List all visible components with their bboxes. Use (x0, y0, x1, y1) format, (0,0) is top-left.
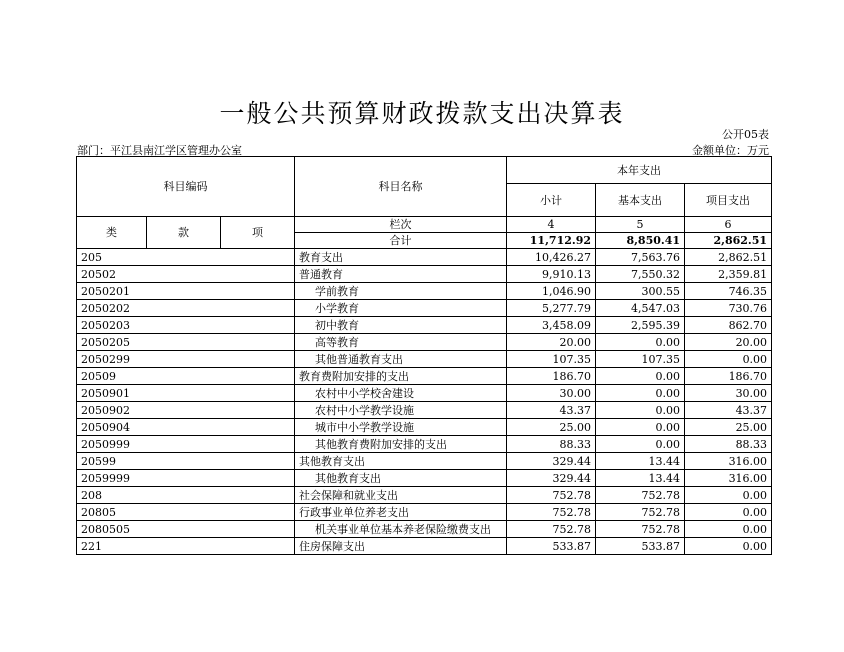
row-name: 教育费附加安排的支出 (295, 368, 507, 385)
row-subtotal: 533.87 (507, 538, 596, 555)
row-basic: 0.00 (596, 385, 685, 402)
row-name: 其他教育支出 (295, 453, 507, 470)
row-project: 2,359.81 (685, 266, 772, 283)
header-column-no: 栏次 (295, 217, 507, 233)
row-code: 2050201 (77, 283, 295, 300)
table-row (77, 283, 772, 300)
row-code: 221 (77, 538, 295, 555)
row-subtotal: 43.37 (507, 402, 596, 419)
table-row (77, 334, 772, 351)
row-name: 社会保障和就业支出 (295, 487, 507, 504)
total-label: 合计 (295, 233, 507, 249)
department-label: 部门：平江县南江学区管理办公室 (77, 144, 242, 157)
row-basic: 0.00 (596, 436, 685, 453)
row-basic: 0.00 (596, 419, 685, 436)
row-basic: 0.00 (596, 334, 685, 351)
row-basic: 752.78 (596, 521, 685, 538)
table-row (77, 521, 772, 538)
row-subtotal: 5,277.79 (507, 300, 596, 317)
row-subtotal: 3,458.09 (507, 317, 596, 334)
row-project: 0.00 (685, 351, 772, 368)
table-row (77, 504, 772, 521)
row-basic: 13.44 (596, 453, 685, 470)
table-row (77, 487, 772, 504)
table-row (77, 419, 772, 436)
row-code: 2050299 (77, 351, 295, 368)
row-name: 学前教育 (295, 283, 507, 300)
row-subtotal: 9,910.13 (507, 266, 596, 283)
row-name: 高等教育 (295, 334, 507, 351)
row-subtotal: 752.78 (507, 487, 596, 504)
row-code: 20502 (77, 266, 295, 283)
row-project: 0.00 (685, 538, 772, 555)
row-project: 186.70 (685, 368, 772, 385)
row-project: 862.70 (685, 317, 772, 334)
row-name: 城市中小学教学设施 (295, 419, 507, 436)
row-code: 20599 (77, 453, 295, 470)
row-subtotal: 20.00 (507, 334, 596, 351)
unit-label: 金额单位：万元 (692, 144, 769, 157)
row-basic: 0.00 (596, 402, 685, 419)
row-basic: 4,547.03 (596, 300, 685, 317)
row-project: 730.76 (685, 300, 772, 317)
row-code: 2080505 (77, 521, 295, 538)
row-subtotal: 107.35 (507, 351, 596, 368)
header-current-year: 本年支出 (507, 157, 772, 184)
row-name: 其他教育费附加安排的支出 (295, 436, 507, 453)
row-name: 初中教育 (295, 317, 507, 334)
row-code: 2050202 (77, 300, 295, 317)
row-name: 行政事业单位养老支出 (295, 504, 507, 521)
row-project: 0.00 (685, 487, 772, 504)
column-no-4: 4 (507, 217, 596, 233)
row-subtotal: 10,426.27 (507, 249, 596, 266)
table-row (77, 538, 772, 555)
row-name: 其他教育支出 (295, 470, 507, 487)
row-project: 43.37 (685, 402, 772, 419)
row-code: 205 (77, 249, 295, 266)
table-row (77, 368, 772, 385)
column-no-6: 6 (685, 217, 772, 233)
header-project: 项目支出 (685, 184, 772, 217)
row-project: 316.00 (685, 453, 772, 470)
row-basic: 533.87 (596, 538, 685, 555)
table-row (77, 470, 772, 487)
row-subtotal: 752.78 (507, 521, 596, 538)
row-code: 20805 (77, 504, 295, 521)
row-name: 农村中小学教学设施 (295, 402, 507, 419)
row-subtotal: 186.70 (507, 368, 596, 385)
row-name: 农村中小学校舍建设 (295, 385, 507, 402)
page-title: 一般公共预算财政拨款支出决算表 (219, 99, 625, 128)
row-subtotal: 88.33 (507, 436, 596, 453)
row-basic: 752.78 (596, 487, 685, 504)
row-name: 机关事业单位基本养老保险缴费支出 (295, 521, 507, 538)
row-name: 普通教育 (295, 266, 507, 283)
total-basic: 8,850.41 (596, 233, 685, 249)
expenditure-table (76, 156, 772, 555)
row-basic: 300.55 (596, 283, 685, 300)
header-kuan: 款 (147, 217, 221, 249)
row-name: 其他普通教育支出 (295, 351, 507, 368)
row-subtotal: 752.78 (507, 504, 596, 521)
total-subtotal: 11,712.92 (507, 233, 596, 249)
header-lei: 类 (77, 217, 147, 249)
row-code: 2050904 (77, 419, 295, 436)
row-code: 2050203 (77, 317, 295, 334)
row-code: 208 (77, 487, 295, 504)
row-code: 2050901 (77, 385, 295, 402)
column-no-5: 5 (596, 217, 685, 233)
row-project: 0.00 (685, 504, 772, 521)
row-project: 2,862.51 (685, 249, 772, 266)
header-basic: 基本支出 (596, 184, 685, 217)
row-project: 25.00 (685, 419, 772, 436)
row-basic: 7,550.32 (596, 266, 685, 283)
row-project: 316.00 (685, 470, 772, 487)
row-subtotal: 25.00 (507, 419, 596, 436)
row-project: 30.00 (685, 385, 772, 402)
row-code: 20509 (77, 368, 295, 385)
header-name: 科目名称 (295, 157, 507, 217)
row-basic: 7,563.76 (596, 249, 685, 266)
table-row (77, 317, 772, 334)
row-name: 小学教育 (295, 300, 507, 317)
table-row (77, 351, 772, 368)
row-project: 0.00 (685, 521, 772, 538)
row-subtotal: 329.44 (507, 453, 596, 470)
row-name: 教育支出 (295, 249, 507, 266)
row-basic: 13.44 (596, 470, 685, 487)
header-xiang: 项 (221, 217, 295, 249)
table-row (77, 453, 772, 470)
table-row (77, 266, 772, 283)
header-subtotal: 小计 (507, 184, 596, 217)
row-subtotal: 30.00 (507, 385, 596, 402)
row-project: 88.33 (685, 436, 772, 453)
row-project: 746.35 (685, 283, 772, 300)
table-row (77, 385, 772, 402)
table-row (77, 300, 772, 317)
table-row (77, 249, 772, 266)
row-code: 2050205 (77, 334, 295, 351)
row-basic: 752.78 (596, 504, 685, 521)
row-subtotal: 329.44 (507, 470, 596, 487)
header-code: 科目编码 (77, 157, 295, 217)
table-row (77, 402, 772, 419)
row-code: 2050902 (77, 402, 295, 419)
row-code: 2050999 (77, 436, 295, 453)
row-code: 2059999 (77, 470, 295, 487)
row-basic: 2,595.39 (596, 317, 685, 334)
total-project: 2,862.51 (685, 233, 772, 249)
row-name: 住房保障支出 (295, 538, 507, 555)
row-subtotal: 1,046.90 (507, 283, 596, 300)
row-basic: 0.00 (596, 368, 685, 385)
row-basic: 107.35 (596, 351, 685, 368)
table-row (77, 436, 772, 453)
row-project: 20.00 (685, 334, 772, 351)
form-code: 公开05表 (722, 128, 769, 141)
